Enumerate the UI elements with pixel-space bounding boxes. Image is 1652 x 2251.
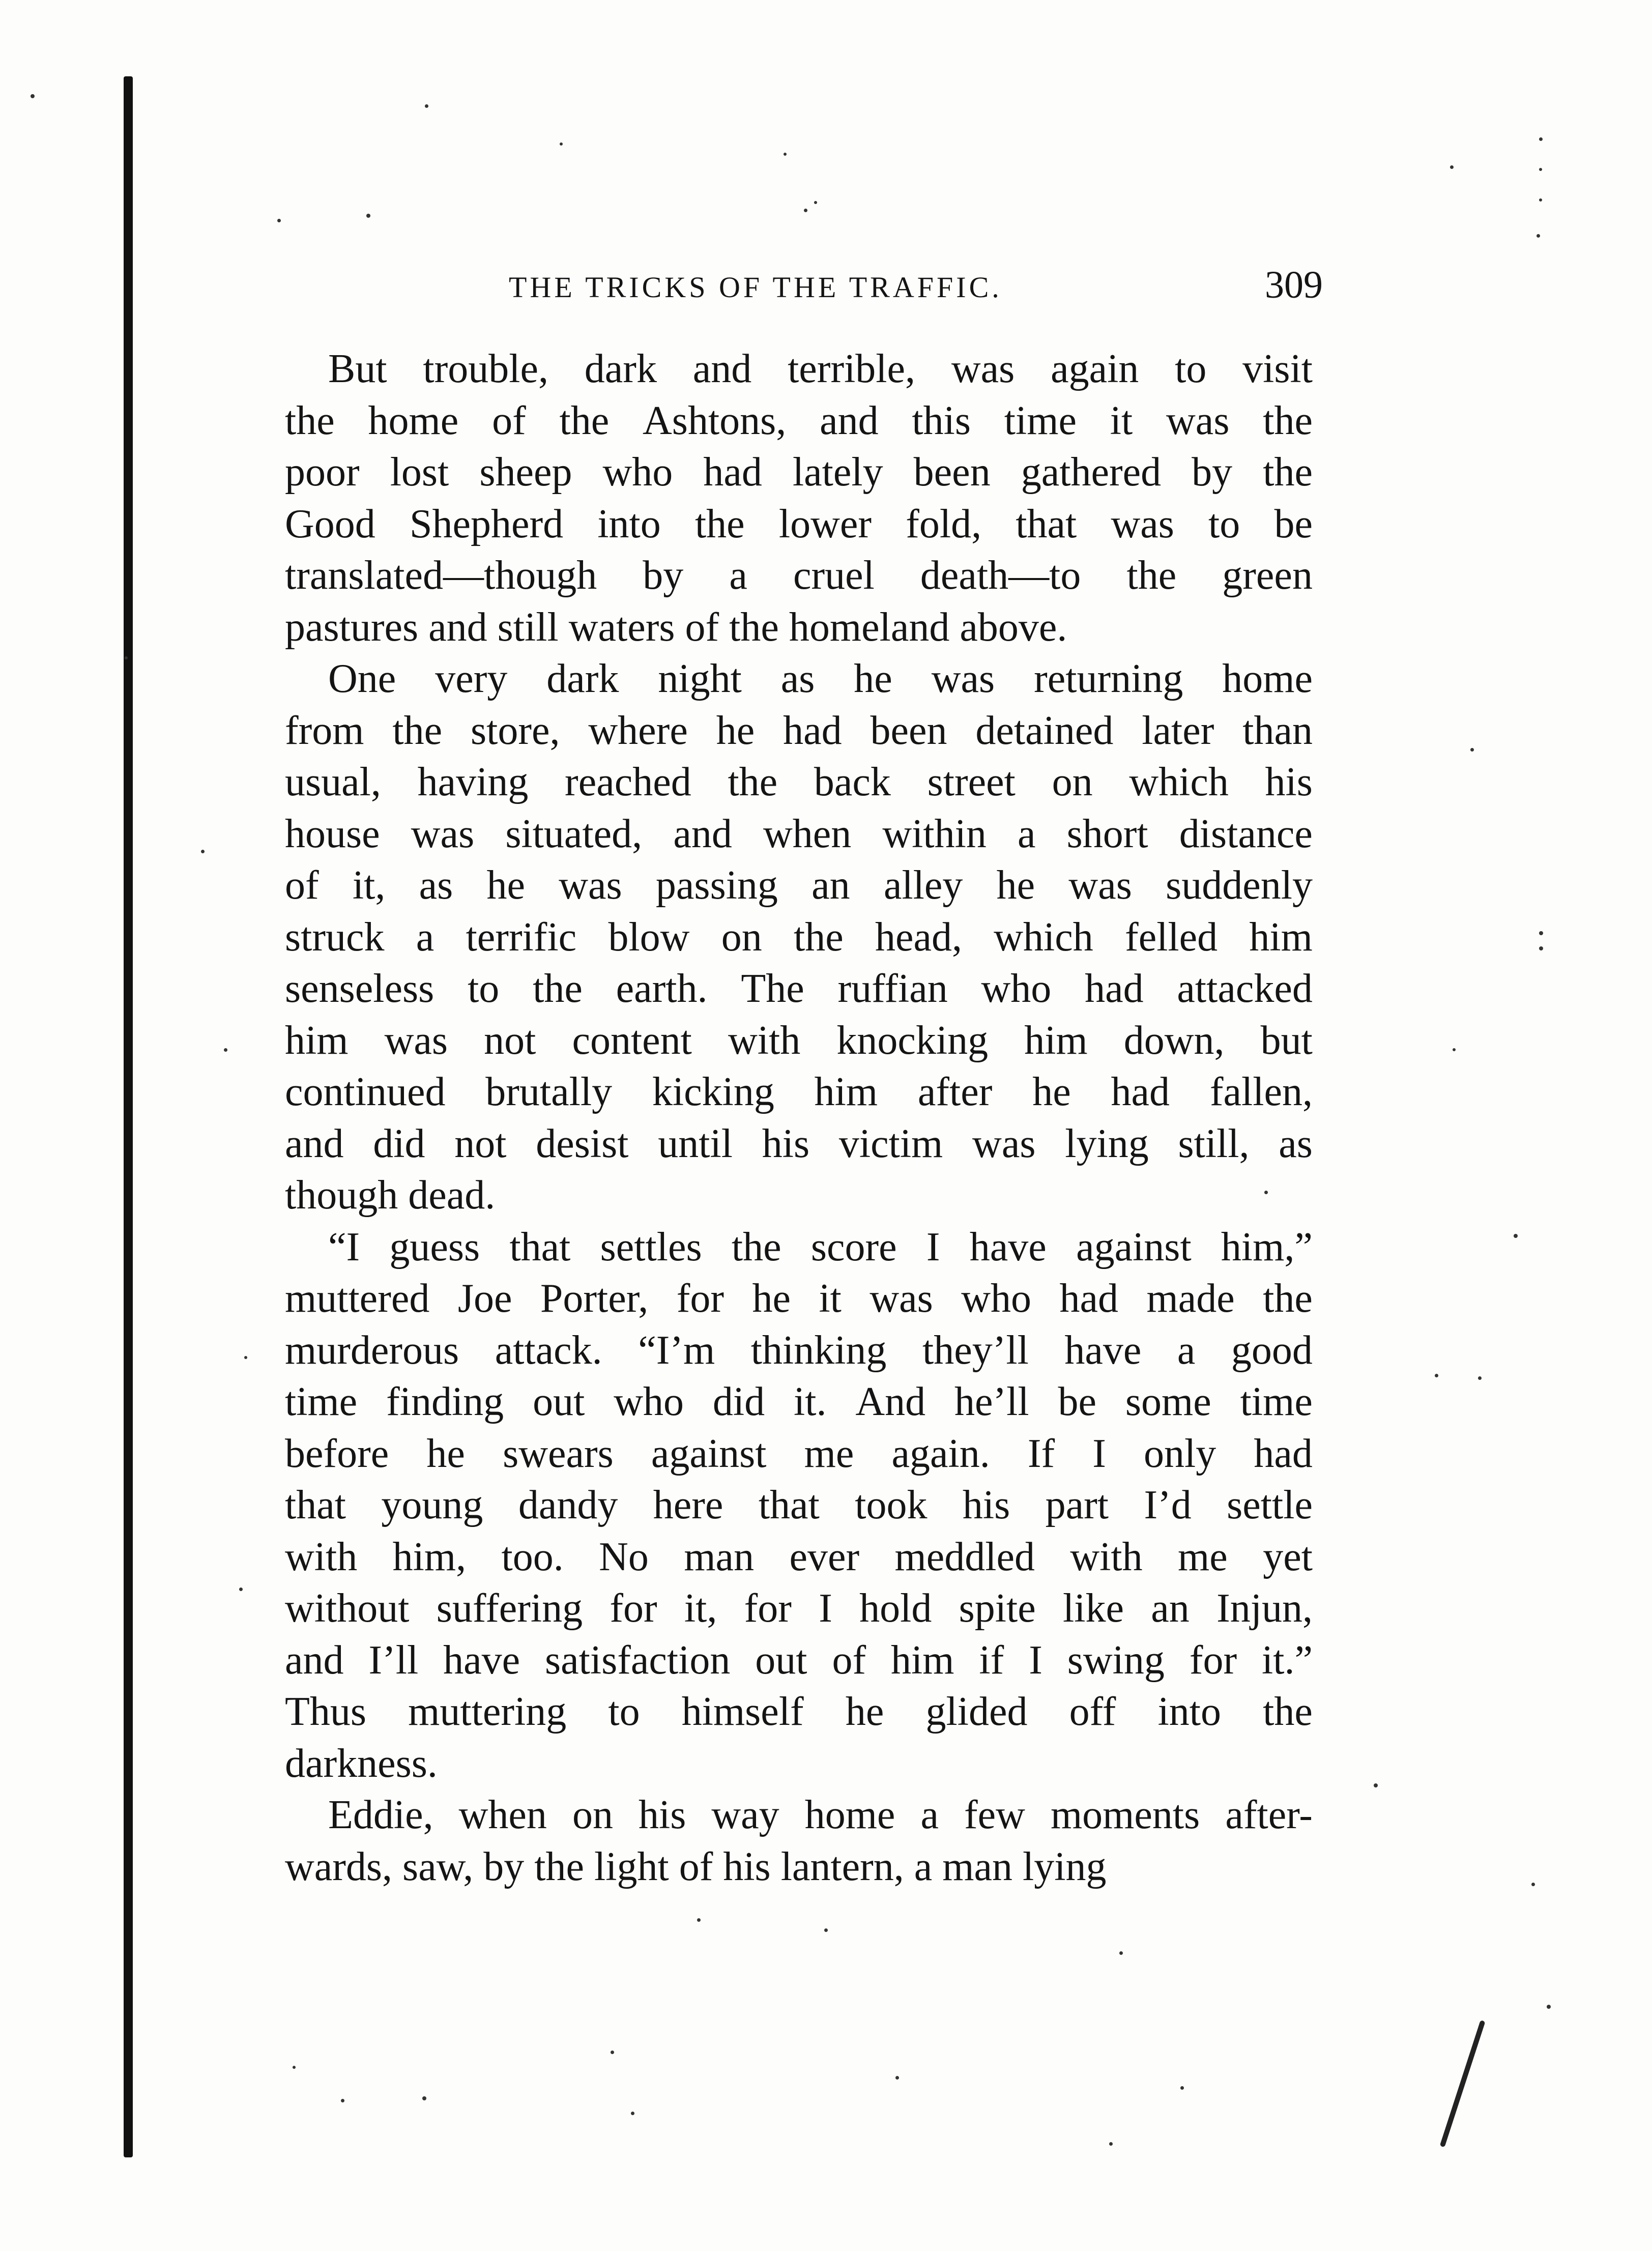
paragraph [285, 653, 1313, 1222]
text-line: house was situated, and when within a short distance [285, 811, 1313, 856]
print-speck [1119, 1951, 1123, 1955]
text-line: translated—though by a cruel death—to the green [285, 553, 1313, 598]
print-speck [366, 214, 370, 218]
print-speck [895, 2076, 899, 2080]
print-speck [422, 2096, 426, 2100]
text-line: darkness. [285, 1741, 438, 1786]
print-speck [824, 1928, 828, 1932]
text-line: “I guess that settles the score I have against him,” [328, 1224, 1313, 1269]
paragraph [285, 343, 1313, 653]
text-line: struck a terrific blow on the head, which felled him [285, 914, 1313, 960]
text-line: Good Shepherd into the lower fold, that was to be [285, 501, 1313, 546]
body-text [285, 343, 1313, 1893]
running-head: THE TRICKS OF THE TRAFFIC. [509, 271, 1002, 304]
print-speck [1109, 2142, 1113, 2146]
text-line: him was not content with knocking him down, but [285, 1018, 1313, 1063]
text-line: wards, saw, by the light of his lantern, a man lying [285, 1844, 1107, 1889]
text-line: and did not desist until his victim was lying still, as [285, 1121, 1313, 1166]
text-line: senseless to the earth. The ruffian who had attacked [285, 966, 1313, 1011]
print-speck [611, 2051, 614, 2054]
text-line: But trouble, dark and terrible, was again to visit [328, 347, 1313, 391]
print-speck [1539, 168, 1542, 171]
print-speck [224, 1048, 227, 1052]
text-line: time finding out who did it. And he’ll be some time [285, 1379, 1313, 1424]
text-line: with him, too. No man ever meddled with me yet [285, 1534, 1313, 1579]
print-speck [1547, 2005, 1551, 2009]
print-speck [814, 201, 817, 204]
print-speck [1539, 137, 1543, 141]
paragraph [285, 1790, 1313, 1893]
print-speck [1537, 234, 1540, 238]
print-speck [1539, 946, 1543, 950]
text-line: of it, as he was passing an alley he was suddenly [285, 863, 1313, 908]
print-speck [1264, 1191, 1268, 1194]
text-line: continued brutally kicking him after he had fallen, [285, 1070, 1313, 1114]
print-speck [1450, 165, 1454, 169]
print-speck [293, 2066, 296, 2069]
text-line: pastures and still waters of the homeland above. [285, 604, 1067, 650]
print-speck [125, 656, 128, 659]
print-speck [1478, 1376, 1482, 1380]
paragraph [285, 1222, 1313, 1790]
print-speck [341, 2099, 344, 2102]
text-line: and I’ll have satisfaction out of him if I swing for it.” [285, 1637, 1313, 1683]
print-speck [1539, 931, 1543, 935]
print-speck [277, 219, 281, 222]
text-line: the home of the Ashtons, and this time it was the [285, 398, 1313, 443]
text-line: before he swears against me again. If I only had [285, 1431, 1313, 1476]
print-speck [31, 94, 35, 98]
print-speck [697, 1918, 701, 1922]
text-line: that young dandy here that took his part I’d settle [285, 1483, 1313, 1527]
pen-stroke-mark [1440, 2020, 1486, 2147]
text-line: usual, having reached the back street on which his [285, 760, 1313, 804]
text-line: Thus muttering to himself he glided off into the [285, 1689, 1313, 1734]
print-speck [425, 104, 428, 108]
text-line: One very dark night as he was returning home [328, 656, 1313, 701]
print-speck [1470, 748, 1474, 752]
page-header [285, 259, 1323, 305]
print-speck [1514, 1234, 1518, 1238]
print-speck [784, 153, 787, 156]
text-line: poor lost sheep who had lately been gathered by the [285, 450, 1313, 495]
print-speck [201, 850, 205, 853]
text-line: without suffering for it, for I hold spite like an Injun, [285, 1586, 1313, 1631]
print-speck [1435, 1374, 1438, 1377]
print-speck [239, 1588, 243, 1591]
print-speck [1539, 198, 1542, 201]
print-speck [1180, 2086, 1184, 2090]
print-speck [1374, 1783, 1378, 1787]
page-number: 309 [1265, 264, 1323, 306]
text-line: though dead. [285, 1173, 496, 1218]
print-speck [1531, 1883, 1535, 1886]
text-line: from the store, where he had been detained later than [285, 708, 1313, 753]
binding-edge [124, 76, 133, 2157]
print-speck [804, 209, 807, 212]
print-speck [560, 142, 563, 146]
print-speck [631, 2112, 634, 2115]
text-line: murderous attack. “I’m thinking they’ll have a good [285, 1327, 1313, 1373]
print-speck [1453, 1048, 1456, 1051]
print-speck [244, 1356, 247, 1359]
text-line: Eddie, when on his way home a few moments after- [328, 1793, 1313, 1837]
text-line: muttered Joe Porter, for he it was who had made the [285, 1276, 1313, 1321]
